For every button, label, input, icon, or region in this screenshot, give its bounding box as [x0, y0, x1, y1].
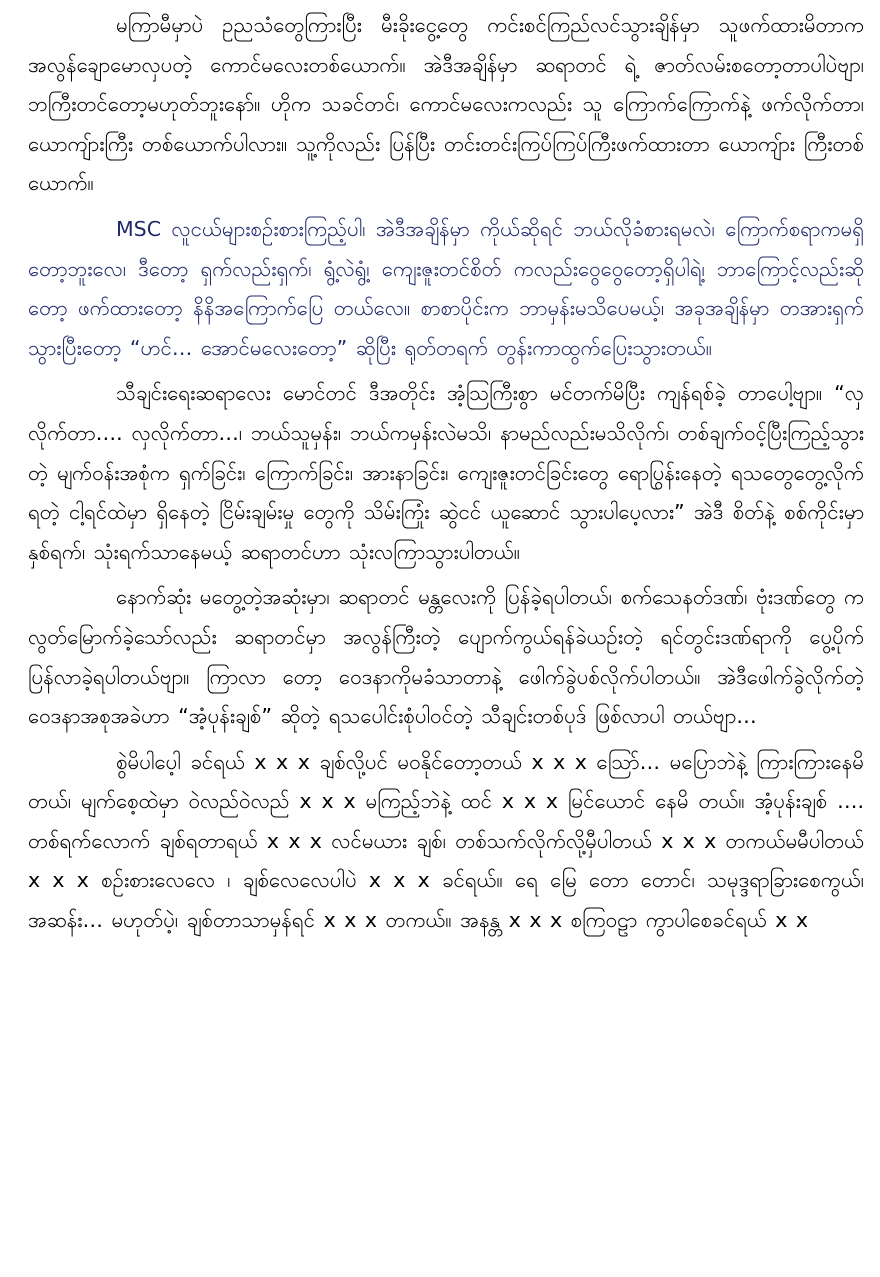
paragraph-4: နောက်ဆုံး မတွေ့တဲ့အဆုံးမှာ၊ ဆရာတင် မန္တလေးကို ပြန်ခဲ့ရပါတယ်၊ စက်သေနတ်ဒဏ်၊ ဗုံးဒဏ်တွေ ကလွတ်မြောက်ခဲ့သော်လည်း ဆရာတင်မှာ အလွန်ကြီးတဲ့ ပျောက်ကွယ်ရန်ခဲယဉ်းတဲ့ ရင်တွင်းဒဏ်ရာကို ပွေ့ပိုက်ပြန်လာခဲ့ရပါတယ်ဗျာ။ ကြာလာ တော့ ဝေဒနာကိုမခံသာတာနဲ့ ဖေါက်ခွဲပစ်လိုက်ပါတယ်။ အဲဒီဖေါက်ခွဲလိုက်တဲ့ ဝေဒနာအစုအခဲဟာ “အံ့ပုန်းချစ်” ဆိုတဲ့ ရသပေါင်းစုံပါဝင်တဲ့ သီချင်းတစ်ပုဒ် ဖြစ်လာပါ တယ်ဗျာ… [28, 585, 864, 729]
paragraph-1: မကြာမီမှာပဲ ဥညသံတွေကြားပြီး မီးခိုးငွေ့တွေ ကင်းစင်ကြည်လင်သွားချိန်မှာ သူဖက်ထားမိတာက အလွန်ချောမောလှပတဲ့ ကောင်မလေးတစ်ယောက်။ အဲဒီအချိန်မှာ ဆရာတင် ရဲ့ ဇာတ်လမ်းစတော့တာပါပဲဗျာ၊ ဘကြီးတင်တော့မဟုတ်ဘူးနော်။ ဟိုက သခင်တင်၊ ကောင်မလေးကလည်း သူ ကြောက်ကြောက်နဲ့ ဖက်လိုက်တာ၊ ယောကျ်ားကြီး တစ်ယောက်ပါလား။ သူ့ကိုလည်း ပြန်ပြီး တင်းတင်းကြပ်ကြပ်ကြီးဖက်ထားတာ ယောကျ်ား ကြီးတစ်ယောက်။ [28, 13, 864, 196]
paragraph-3: သီချင်းရေးဆရာလေး မောင်တင် ဒီအတိုင်း အံ့ဩကြီးစွာ မင်တက်မိပြီး ကျန်ရစ်ခဲ့ တာပေါ့ဗျာ။ “လှလိုက်တာ…. လှလိုက်တာ…၊ ဘယ်သူမှန်း၊ ဘယ်ကမှန်းလဲမသိ၊ နာမည်လည်းမသိလိုက်၊ တစ်ချက်ဝင့်ပြီးကြည့်သွား တဲ့ မျက်ဝန်းအစုံက ရှက်ခြင်း၊ ကြောက်ခြင်း၊ အားနာခြင်း၊ ကျေးဇူးတင်ခြင်းတွေ ရောပြွန်းနေတဲ့ ရသတွေတွေ့လိုက်ရတဲ့ ငါ့ရင်ထဲမှာ ရှိနေတဲ့ ငြိမ်းချမ်းမှု တွေကို သိမ်းကြုံး ဆွဲငင် ယူဆောင် သွားပါပေ့လား” အဲဒီ စိတ်နဲ့ စစ်ကိုင်းမှာ နှစ်ရက်၊ သုံးရက်သာနေမယ့် ဆရာတင်ဟာ သုံးလကြာသွားပါတယ်။ [28, 381, 864, 564]
paragraph-2-highlighted: MSC လူငယ်များစဉ်းစားကြည့်ပါ၊ အဲဒီအချိန်မှာ ကိုယ်ဆိုရင် ဘယ်လိုခံစားရမလဲ၊ ကြောက်စရာကမရှိတော့ဘူးလေ၊ ဒီတော့ ရှက်လည်းရှက်၊ ရွံ့လဲရွံ့၊ ကျေးဇူးတင်စိတ် ကလည်းဝွေဝွေတော့ရှိပါရဲ့၊ ဘာကြောင့်လည်းဆိုတော့ ဖက်ထားတော့ နိနိအကြောက်ပြေ တယ်လေ။ စာစာပိုင်းက ဘာမှန်းမသိပေမယ့်၊ အခုအချိန်မှာ တအားရှက်သွားပြီးတော့ “ဟင်… အောင်မလေးတော့” ဆိုပြီး ရုတ်တရက် တွန်းကာထွက်ပြေးသွားတယ်။ [28, 216, 864, 360]
paragraph-5-lyrics: စွဲမိပါပေ့ါ ခင်ရယ် x x x ချစ်လို့ပင် မဝနိုင်တော့တယ် x x x သြော်… မပြောဘဲနဲ့ ကြားကြားနေမိတယ်၊ မျက်စေ့ထဲမှာ ဝဲလည်ဝဲလည် x x x မကြည့်ဘဲနဲ့ ထင် x x x မြင်ယောင် နေမိ တယ်။ အံ့ပုန်းချစ် …. တစ်ရက်လောက် ချစ်ရတာရယ် x x x လင်မယား ချစ်၊ တစ်သက်လိုက်လို့မှီပါတယ် x x x တကယ်မမီပါတယ် x x x စဉ်းစားလေလေ ၊ ချစ်လေလေပါပဲ x x x ခင်ရယ်။ ရေ မြေ တော တောင်၊ သမုဒ္ဒရာခြားစေကွယ်၊ အဆန်း… မဟုတ်ပဲ့၊ ချစ်တာသာမှန်ရင် x x x တကယ်။ အနန္တ x x x စကြဝဠာ ကွာပါစေခင်ရယ် x x [28, 749, 864, 933]
